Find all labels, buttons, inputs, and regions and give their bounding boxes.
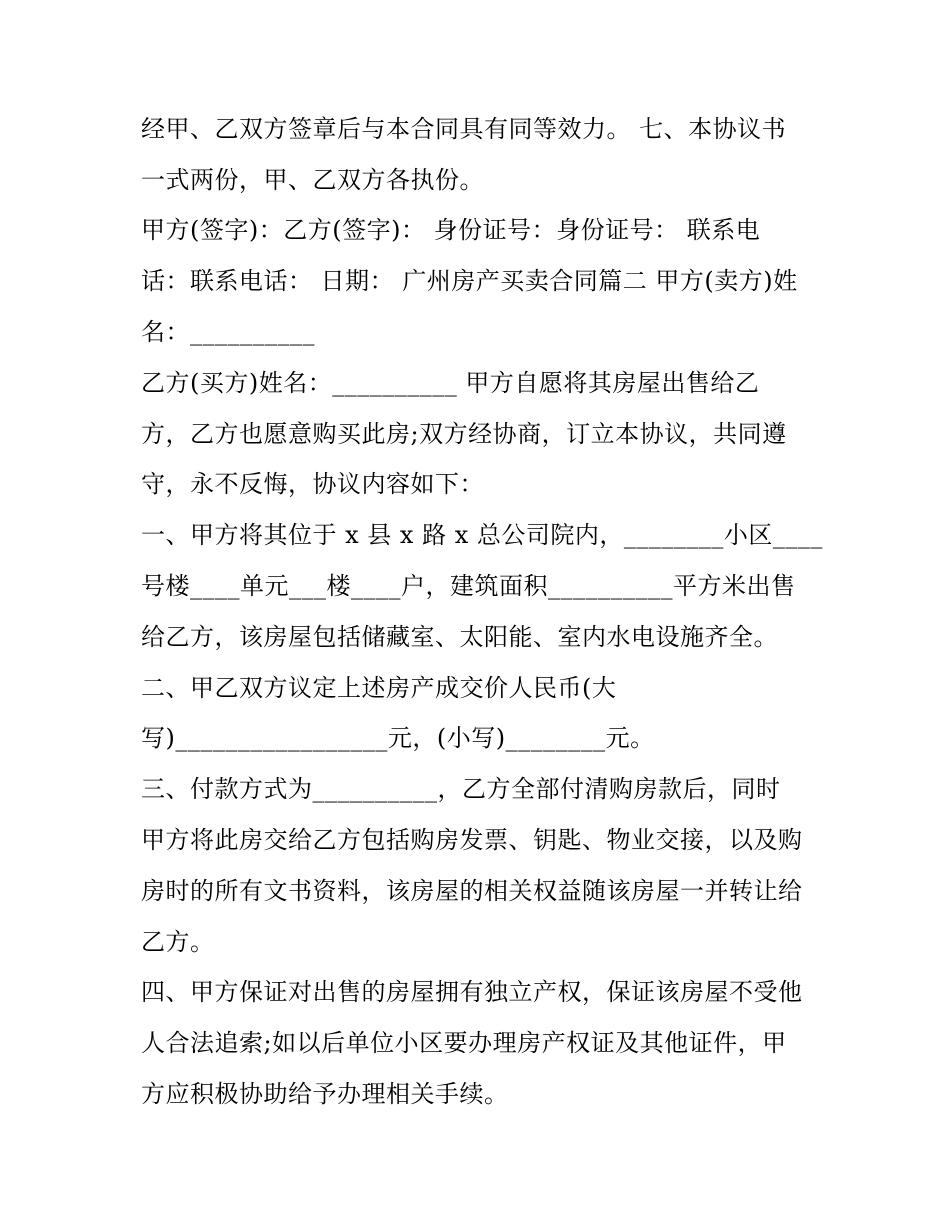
text-line: 名：__________: [141, 318, 315, 346]
text-line: 三、付款方式为__________，乙方全部付清购房款后，同时: [141, 775, 781, 803]
text-line: 乙方(买方)姓名：__________ 甲方自愿将其房屋出售给乙: [141, 369, 760, 397]
text-line: 甲方(签字)：乙方(签字)： 身份证号：身份证号： 联系电: [141, 216, 761, 244]
text-line: 写)_________________元，(小写)________元。: [141, 724, 655, 752]
text-line: 一式两份，甲、乙双方各执份。: [141, 166, 484, 194]
text-line: 乙方。: [141, 928, 215, 956]
text-line: 房时的所有文书资料，该房屋的相关权益随该房屋一并转让给: [141, 877, 803, 905]
text-line: 甲方将此房交给乙方包括购房发票、钥匙、物业交接，以及购: [141, 826, 803, 854]
text-line: 号楼____单元___楼____户，建筑面积__________平方米出售: [141, 572, 796, 600]
text-line: 经甲、乙双方签章后与本合同具有同等效力。 七、本协议书: [141, 115, 787, 143]
text-line: 方，乙方也愿意购买此房;双方经协商，订立本协议，共同遵: [141, 420, 787, 448]
text-line: 一、甲方将其位于 x 县 x 路 x 总公司院内，________小区____: [141, 521, 823, 549]
text-line: 四、甲方保证对出售的房屋拥有独立产权，保证该房屋不受他: [141, 978, 803, 1006]
text-line: 二、甲乙双方议定上述房产成交价人民币(大: [141, 674, 617, 702]
text-line: 给乙方，该房屋包括储藏室、太阳能、室内水电设施齐全。: [141, 623, 778, 651]
text-line: 话：联系电话： 日期： 广州房产买卖合同篇二 甲方(卖方)姓: [141, 267, 798, 295]
text-line: 守，永不反悔，协议内容如下：: [141, 470, 484, 498]
text-line: 人合法追索;如以后单位小区要办理房产权证及其他证件，甲: [141, 1029, 787, 1057]
text-line: 方应积极协助给予办理相关手续。: [141, 1080, 509, 1108]
